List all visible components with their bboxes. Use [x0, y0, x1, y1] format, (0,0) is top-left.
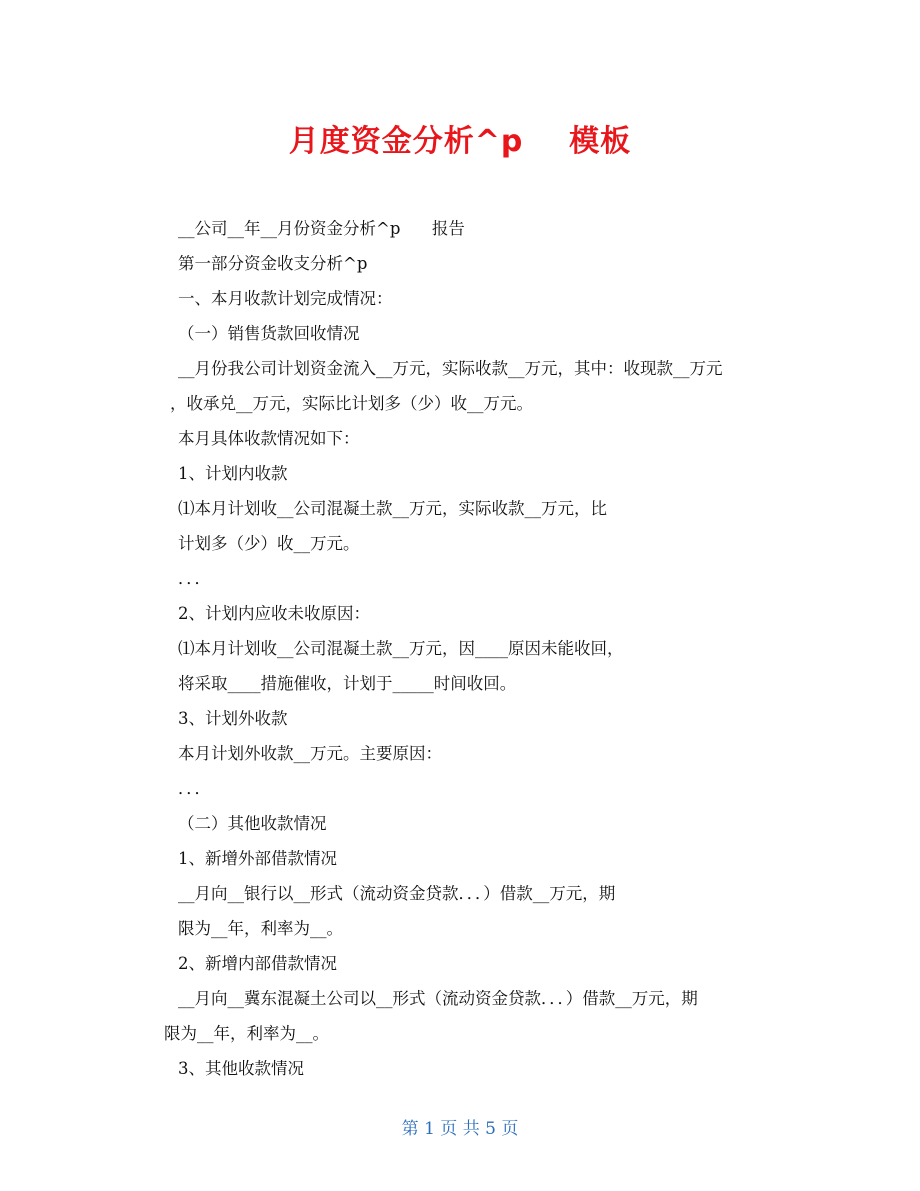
list-heading: 3、计划外收款	[178, 709, 288, 728]
paragraph-line: 本月具体收款情况如下：	[178, 429, 360, 448]
list-heading: 1、新增外部借款情况	[178, 849, 337, 868]
paragraph-line: ⑴本月计划收__公司混凝土款__万元，实际收款__万元，比	[178, 499, 607, 518]
paragraph-line: __月向__冀东混凝土公司以__形式（流动资金贷款．．．）借款__万元，期	[178, 989, 698, 1008]
subsection-heading: （一）销售货款回收情况	[178, 324, 360, 343]
subsection-heading: 一、本月收款计划完成情况：	[178, 289, 393, 308]
paragraph-line: 计划多（少）收__万元。	[178, 534, 360, 553]
paragraph-line: ⑴本月计划收__公司混凝土款__万元，因____原因未能收回，	[178, 639, 624, 658]
subsection-heading: （二）其他收款情况	[178, 814, 327, 833]
paragraph-line: 本月计划外收款__万元。主要原因：	[178, 744, 442, 763]
document-title: 月度资金分析^p 模板	[288, 124, 632, 159]
list-heading: 3、其他收款情况	[178, 1059, 304, 1078]
page-indicator: 第 1 页 共 5 页	[401, 1119, 519, 1139]
list-heading: 1、计划内收款	[178, 464, 288, 483]
paragraph-line: ，收承兑__万元，实际比计划多（少）收__万元。	[170, 394, 533, 413]
ellipsis-line: ．．．	[178, 779, 211, 798]
paragraph-line: 将采取____措施催收，计划于_____时间收回。	[178, 674, 517, 693]
list-heading: 2、新增内部借款情况	[178, 954, 337, 973]
ellipsis-line: ．．．	[178, 569, 211, 588]
paragraph-line: 限为__年，利率为__。	[164, 1024, 329, 1043]
list-heading: 2、计划内应收未收原因：	[178, 604, 370, 623]
report-heading-line: __公司__年__月份资金分析^p 报告	[178, 219, 465, 238]
paragraph-line: __月份我公司计划资金流入__万元，实际收款__万元，其中：收现款__万元	[178, 359, 723, 378]
paragraph-line: 限为__年，利率为__。	[178, 919, 343, 938]
section-heading: 第一部分资金收支分析^p	[178, 254, 368, 273]
paragraph-line: __月向__银行以__形式（流动资金贷款．．．）借款__万元，期	[178, 884, 616, 903]
